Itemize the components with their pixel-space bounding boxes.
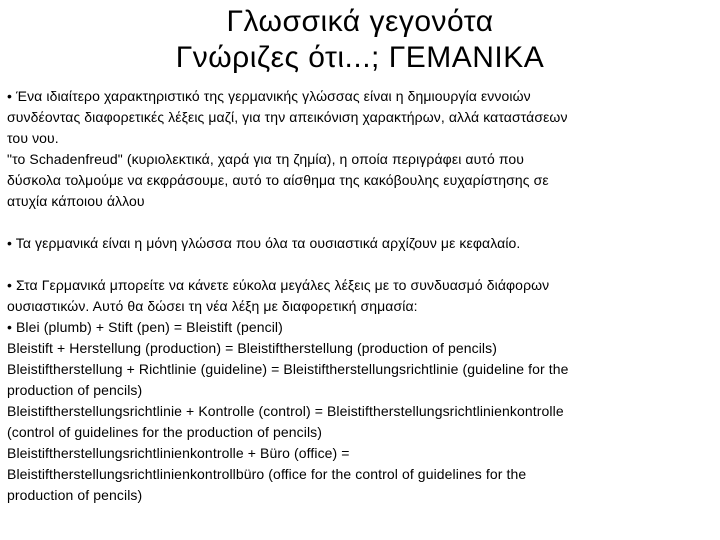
body-line: Bleistiftherstellung + Richtlinie (guideline) = Bleistiftherstellungsrichtlinie (guideline for the	[7, 361, 569, 377]
body-line: • Στα Γερμανικά μπορείτε να κάνετε εύκολα μεγάλες λέξεις με το συνδυασμό διάφορων	[7, 277, 550, 293]
body-line: Bleistiftherstellungsrichtlinienkontrolle + Büro (office) =	[7, 445, 350, 461]
body-line: Bleistiftherstellungsrichtlinienkontrollbüro (office for the control of guidelines for the	[7, 466, 527, 482]
body-line: Bleistiftherstellungsrichtlinie + Kontrolle (control) = Bleistiftherstellungsrichtlinienkontrolle	[7, 403, 564, 419]
slide-title	[0, 4, 720, 76]
body-line: δύσκολα τολμούμε να εκφράσουμε, αυτό το αίσθημα της κακόβουλης ευχαρίστησης σε	[7, 172, 549, 188]
body-line: Bleistift + Herstellung (production) = Bleistiftherstellung (production of pencils)	[7, 340, 497, 356]
body-line: συνδέοντας διαφορετικές λέξεις μαζί, για την απεικόνιση χαρακτήρων, αλλά καταστάσεων	[7, 109, 568, 125]
body-line: του νου.	[7, 130, 59, 146]
body-line: production of pencils)	[7, 382, 143, 398]
body-line: "το Schadenfreud" (κυριολεκτικά, χαρά για τη ζημία), η οποία περιγράφει αυτό που	[7, 151, 525, 167]
body-line: ουσιαστικών. Αυτό θα δώσει τη νέα λέξη με διαφορετική σημασία:	[7, 298, 418, 314]
title-line-2: Γνώριζες ότι...; ΓΕΜΑΝΙΚΑ	[175, 41, 545, 74]
paragraph-gap	[7, 212, 707, 233]
paragraph-gap	[7, 254, 707, 275]
body-line: ατυχία κάποιου άλλου	[7, 193, 145, 209]
slide-body	[7, 86, 707, 506]
body-line: • Ένα ιδιαίτερο χαρακτηριστικό της γερμανικής γλώσσας είναι η δημιουργία εννοιών	[7, 88, 531, 104]
body-line: • Blei (plumb) + Stift (pen) = Bleistift (pencil)	[7, 319, 283, 335]
body-line: production of pencils)	[7, 487, 143, 503]
body-line: (control of guidelines for the production of pencils)	[7, 424, 323, 440]
body-line: • Τα γερμανικά είναι η μόνη γλώσσα που όλα τα ουσιαστικά αρχίζουν με κεφαλαίο.	[7, 235, 521, 251]
title-line-1: Γλωσσικά γεγονότα	[226, 5, 494, 38]
